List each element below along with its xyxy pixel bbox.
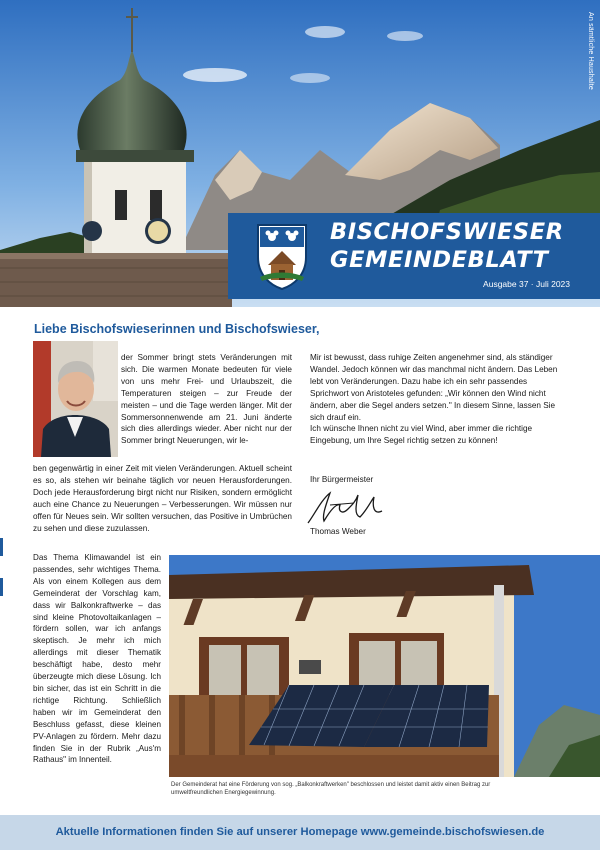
homepage-notice: Aktuelle Informationen finden Sie auf unserer Homepage www.gemeinde.bischofswiesen.de: [55, 826, 545, 838]
mayor-signature: [300, 485, 390, 529]
signer-name: Thomas Weber: [310, 527, 366, 536]
closing-greeting: Ihr Bürgermeister: [310, 475, 374, 484]
publication-title: [330, 218, 564, 274]
editorial-paragraph: Mir ist bewusst, dass ruhige Zeiten angenehmer sind, als ständiger Wandel. Jedoch können wir das manchmal nicht ändern. Das Leben lebt von Veränderungen. Dazu habe ich ein sehr passendes Sprichwort von Aristoteles gefunden: „Wir können den Wind nicht ändern, aber die Segel anders setzen." In diesem Sinne, lassen Sie sich drauf ein.: [310, 353, 558, 422]
masthead-banner: [228, 213, 600, 299]
editorial-paragraph: Ich wünsche Ihnen nicht zu viel Wind, aber immer die richtige Eingebung, um Ihre Segel richtig setzen zu können!: [310, 424, 533, 446]
balcony-solar-illustration: [169, 555, 600, 777]
margin-marker: [0, 538, 3, 556]
title-line-2: GEMEINDEBLATT: [330, 247, 549, 273]
editorial-column-1-wrap: der Sommer bringt stets Veränderungen mit sich. Die warmen Monate bedeuten für viele von uns mehr Frei- und Urlaubszeit, die Temperaturen steigen – zur Freude der meisten – und die Tage werden länger. Mit der Sommersonnenwende am 21. Juni änderte sich dies allerdings wieder. Aber nicht nur der Sommer bringt Neuerungen, wir le-: [121, 353, 292, 446]
editorial-column-1-continued: ben gegenwärtig in einer Zeit mit vielen Veränderungen. Aktuell scheint es so, als stehen wir beinahe täglich vor neuen Herausforderungen. Doch jede Herausforderung birgt nicht nur Risiken, sondern ermöglicht auch eine Chance zu Neuerungen – Verbesserungen. Wir müssen nur offen für Neues sein. Wir sollten versuchen, das Positive in Umbrüchen zu sehen und diese zuzulassen.: [33, 464, 292, 533]
balcony-solar-photo: [169, 555, 600, 777]
article-text: Das Thema Klimawandel ist ein passendes, sehr wichtiges Thema. Als von einem Kollegen aus dem Gemeinderat der Vorschlag kam, dass wir Balkonkraftwerke – das sind kleine Photovoltaikanlagen – fördern sollen, war ich anfangs skeptisch. Je mehr ich mich allerdings mit dieser Thematik beschäftigt habe, desto mehr überzeugte mich diese Lösung. Ich bin sicher, das ist ein Schritt in die richtige Richtung. Schließlich haben wir im Gemeinderat den Beschluss gefasst, diese kleinen PV-Anlagen zu fördern. Mehr dazu finden Sie in der Rubrik „Aus'm Rathaus" im Innenteil.: [33, 553, 161, 765]
margin-marker: [0, 578, 3, 596]
issue-label: Ausgabe 37 · Juli 2023: [483, 279, 570, 289]
editorial-heading: Liebe Bischofswieserinnen und Bischofswieser,: [34, 322, 320, 336]
municipal-crest-icon: [254, 221, 310, 291]
editorial-column-2: [310, 352, 566, 447]
mayor-portrait: [33, 341, 118, 457]
title-line-1: BISCHOFSWIESER: [330, 219, 564, 245]
photo-caption: Der Gemeinderat hat eine Förderung von sog. „Balkonkraftwerken" beschlossen und leistet damit aktiv einen Beitrag zur umweltfreundlichen Energiegewinnung.: [171, 782, 491, 796]
footer-bar: [0, 815, 600, 850]
distribution-note: An sämtliche Haushalte: [587, 12, 594, 90]
